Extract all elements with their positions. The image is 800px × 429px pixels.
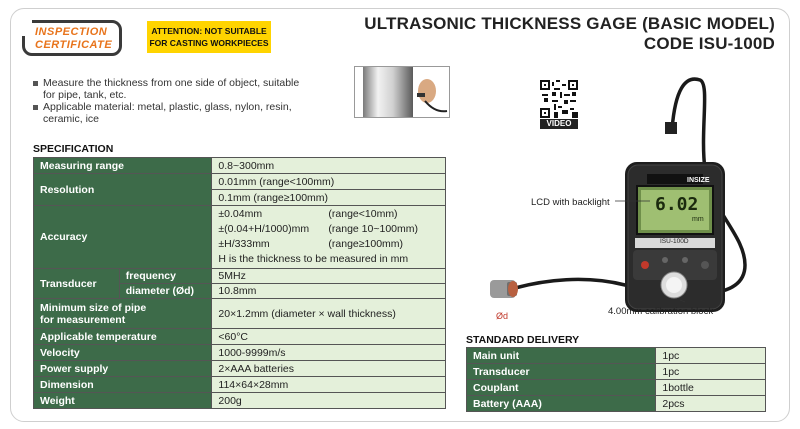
velocity-value: 1000-9999m/s (212, 345, 446, 361)
frequency-value: 5MHz (212, 269, 446, 284)
delivery-item-label: Couplant (467, 380, 656, 396)
table-row (34, 174, 446, 190)
inspection-certificate-badge (22, 20, 122, 56)
velocity-label: Velocity (34, 345, 212, 361)
attention-notice (147, 21, 271, 53)
badge-line2: CERTIFICATE (35, 39, 113, 51)
power-supply-value: 2×AAA batteries (212, 361, 446, 377)
transducer-label: Transducer (34, 269, 120, 299)
table-row (34, 377, 446, 393)
accuracy-formula: ±0.04mm (218, 208, 263, 220)
delivery-item-label: Transducer (467, 364, 656, 380)
product-title (364, 14, 775, 54)
video-label: VIDEO (540, 119, 578, 129)
temperature-value: <60°C (212, 329, 446, 345)
temperature-label: Applicable temperature (34, 329, 212, 345)
device-screen-unit: mm (692, 216, 704, 223)
feature-item: Measure the thickness from one side of object, suitable for pipe, tank, etc. (33, 77, 303, 101)
table-row (34, 269, 446, 284)
lcd-callout: LCD with backlight (531, 197, 610, 208)
attention-line1: ATTENTION: NOT SUITABLE (151, 26, 267, 36)
diameter-value: 10.8mm (212, 284, 446, 299)
frequency-label: frequency (119, 269, 212, 284)
weight-value: 200g (212, 393, 446, 409)
feature-list (33, 77, 303, 125)
delivery-item-label: Battery (AAA) (467, 396, 656, 412)
pipe-size-value: 20×1.2mm (diameter × wall thickness) (212, 299, 446, 329)
resolution-value-2: 0.1mm (range≥100mm) (212, 190, 446, 206)
resolution-label: Resolution (34, 174, 212, 206)
accuracy-range: (range<10mm) (328, 208, 398, 220)
device-model-label: ISU-100D (660, 238, 689, 245)
table-row (34, 158, 446, 174)
title-line2: CODE ISU-100D (643, 34, 775, 53)
resolution-value-1: 0.01mm (range<100mm) (212, 174, 446, 190)
accuracy-formula: ±H/333mm (218, 238, 270, 250)
accuracy-formula: ±(0.04+H/1000)mm (218, 223, 310, 235)
measuring-range-label: Measuring range (34, 158, 212, 174)
accuracy-note: H is the thickness to be measured in mm (218, 253, 409, 265)
table-row (34, 206, 446, 269)
accuracy-range: (range 10~100mm) (328, 223, 418, 235)
measuring-range-value: 0.8~300mm (212, 158, 446, 174)
attention-line2: FOR CASTING WORKPIECES (149, 38, 269, 48)
pipe-size-label-line1: Minimum size of pipe (40, 301, 147, 314)
specification-table (33, 157, 446, 409)
delivery-item-value: 1bottle (656, 380, 766, 396)
badge-line1: INSPECTION (35, 26, 108, 38)
diameter-label: diameter (Ød) (119, 284, 212, 299)
table-row (34, 345, 446, 361)
accuracy-value (212, 206, 446, 269)
table-row (34, 393, 446, 409)
usage-demo-image (354, 66, 450, 118)
calibration-block-callout: 4.00mm calibration block (608, 306, 714, 317)
dimension-label: Dimension (34, 377, 212, 393)
title-line1: ULTRASONIC THICKNESS GAGE (BASIC MODEL) (364, 14, 775, 33)
delivery-item-value: 2pcs (656, 396, 766, 412)
delivery-item-label: Main unit (467, 348, 656, 364)
table-row (467, 396, 766, 412)
device-illustration (475, 70, 780, 330)
pipe-size-label (34, 299, 212, 329)
accuracy-label: Accuracy (34, 206, 212, 269)
diameter-callout: Ød (496, 311, 509, 321)
power-supply-label: Power supply (34, 361, 212, 377)
table-row (467, 364, 766, 380)
table-row (34, 361, 446, 377)
table-row (467, 380, 766, 396)
specification-heading: SPECIFICATION (33, 143, 114, 155)
pipe-size-label-line2: for measurement (40, 313, 126, 326)
weight-label: Weight (34, 393, 212, 409)
table-row (467, 348, 766, 364)
table-row (34, 329, 446, 345)
table-row (34, 299, 446, 329)
delivery-item-value: 1pc (656, 364, 766, 380)
standard-delivery-table (466, 347, 766, 412)
device-brand: INSIZE (687, 177, 710, 184)
delivery-item-value: 1pc (656, 348, 766, 364)
standard-delivery-heading: STANDARD DELIVERY (466, 334, 580, 346)
device-screen-value: 6.02 (655, 194, 699, 215)
dimension-value: 114×64×28mm (212, 377, 446, 393)
accuracy-range: (range≥100mm) (328, 238, 404, 250)
feature-item: Applicable material: metal, plastic, glass, nylon, resin, ceramic, ice (33, 101, 303, 125)
